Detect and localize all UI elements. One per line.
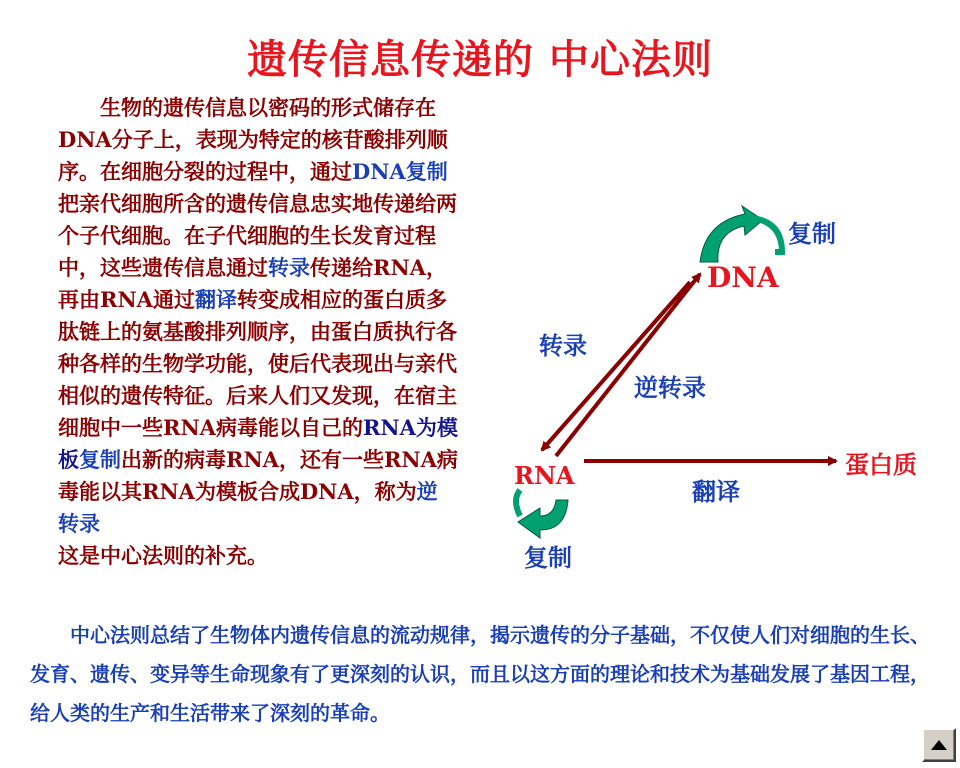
bottom-paragraph <box>30 616 930 733</box>
transcription-label: 转录 <box>539 331 587 360</box>
scroll-up-button[interactable] <box>922 728 956 762</box>
dna-term: DNA <box>352 159 406 184</box>
replication-term: 复制 <box>405 159 448 184</box>
left-text-part3: 传递给RNA，再由RNA通过 <box>58 255 447 312</box>
replication-term-2: 复制 <box>79 447 121 472</box>
translation-label: 翻译 <box>692 477 740 506</box>
reverse-transcription-term: 逆转录 <box>58 479 438 536</box>
dna-node-label: DNA <box>707 261 779 294</box>
page-title: 遗传信息传递的 中心法则 <box>247 36 713 83</box>
rna-template-term: RNA为模板 <box>58 415 458 472</box>
dna-replication-cycle-icon <box>700 206 782 262</box>
rna-replication-label: 复制 <box>524 543 572 572</box>
reverse-transcription-label: 逆转录 <box>634 373 706 402</box>
protein-node-label: 蛋白质 <box>845 450 917 479</box>
bottom-paragraph-text: 中心法则总结了生物体内遗传信息的流动规律，揭示遗传的分子基础，不仅使人们对细胞的生长、发育、遗传、变异等生命现象有了更深刻的认识，而且以这方面的理论和技术为基础发展了基因工程，给人类的生产和生活带来了深刻的革命。 <box>30 623 930 725</box>
transcription-term: 转录 <box>268 255 310 280</box>
left-text-part6: 这是中心法则的补充。 <box>58 543 268 568</box>
reverse-transcription-arrow <box>556 274 700 456</box>
left-paragraph <box>58 92 458 572</box>
rna-node-label: RNA <box>514 461 575 490</box>
left-text-part2: 把亲代细胞所含的遗传信息忠实地传递给两个子代细胞。在子代细胞的生长发育过程中，这些遗传信息通过 <box>58 191 457 280</box>
translation-term: 翻译 <box>194 287 237 312</box>
triangle-up-icon <box>931 740 947 750</box>
transcription-arrow <box>542 282 690 450</box>
left-text-part4: 转变成相应的蛋白质多肽链上的氨基酸排列顺序，由蛋白质执行各种各样的生物学功能，使后代表现出与亲代相似的遗传特征。后来人们又发现，在宿主细胞中一些RNA病毒能以自己的 <box>58 287 457 440</box>
left-text-part1: 生物的遗传信息以密码的形式储存在DNA分子上，表现为特定的核苷酸排列顺序。在细胞分裂的过程中，通过 <box>58 95 448 184</box>
rna-replication-cycle-icon <box>516 490 568 538</box>
dna-replication-label: 复制 <box>788 219 836 248</box>
left-text-part5: 出新的病毒RNA，还有一些RNA病毒能以其RNA为模板合成DNA，称为 <box>58 447 458 504</box>
